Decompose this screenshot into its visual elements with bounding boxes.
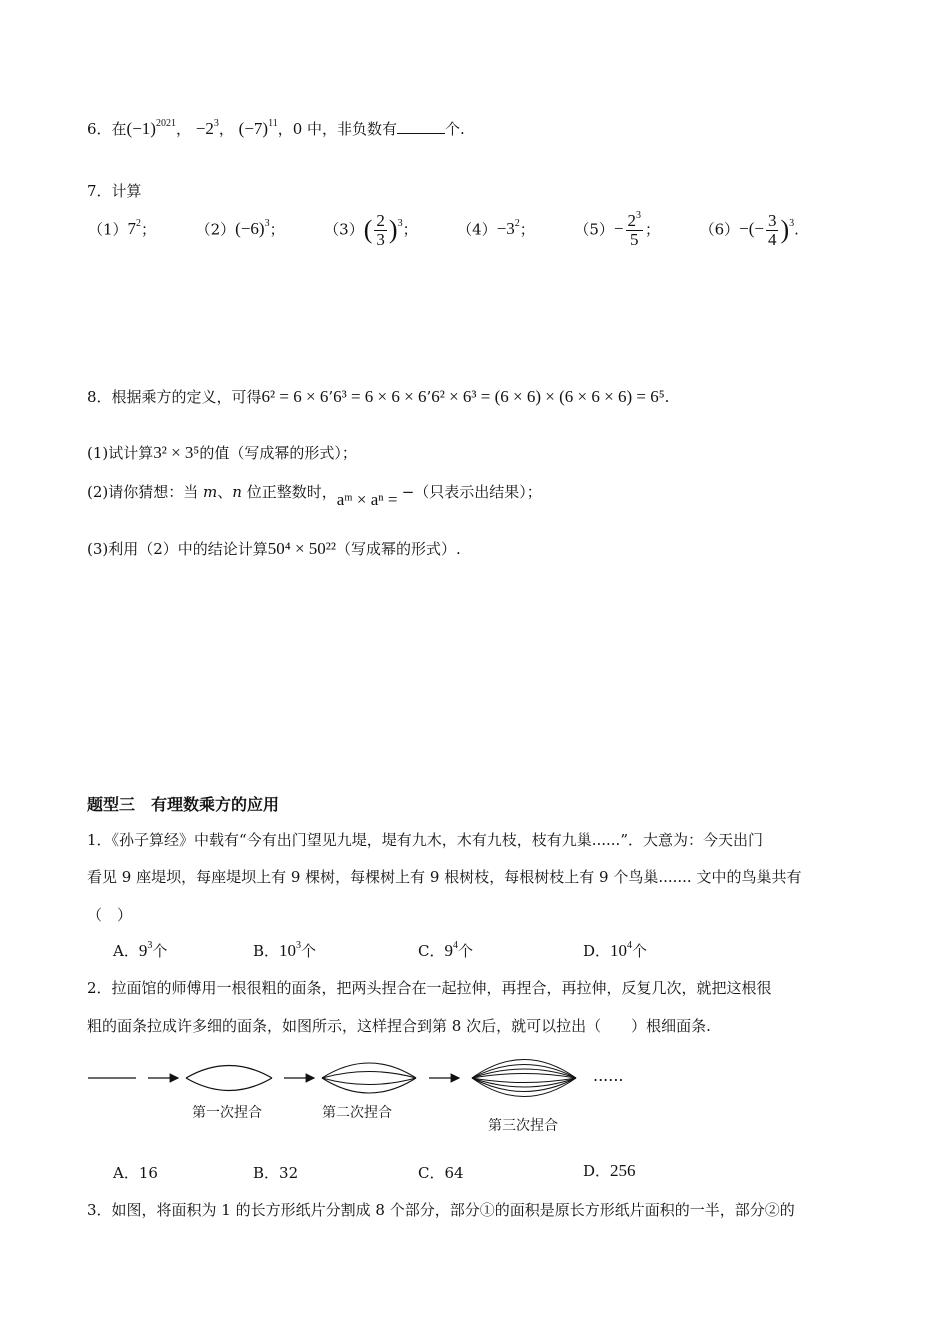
q8-sub3: (3)利用（2）中的结论计算50⁴ × 50²²（写成幂的形式）. — [87, 539, 461, 558]
q7-title: 7．计算 — [87, 182, 142, 200]
p1-line1: 1．《孙子算经》中载有“今有出门望见九堤，堤有九木，木有九枝，枝有九巢......”．大意为：今天出门 — [87, 831, 763, 849]
caption-first-fold: 第一次捏合 — [192, 1105, 262, 1121]
section-heading: 题型三 有理数乘方的应用 — [87, 795, 280, 814]
first-fold-shape — [186, 1066, 272, 1091]
p1-line2: 看见 9 座堤坝，每座堤坝上有 9 棵树，每棵树上有 9 根树枝，每根树枝上有 9 个鸟巢....... 文中的鸟巢共有 — [87, 868, 802, 886]
diagram-dots: ...... — [593, 1066, 624, 1085]
p1-option-b[interactable]: B．$10^3$个 — [253, 940, 317, 960]
p1-option-a[interactable]: A．$9^3$个 — [113, 940, 168, 960]
p2-option-a[interactable]: A．16 — [113, 1164, 158, 1182]
q7-parts: $(1)7^2$； $(2)(-6)^3$； （3）( $\frac{2}{3}$ )$^3$； $(4)-3^2$； （5）− $\frac{2^3}{5}$ ； （6）−(− $\frac{3}{4}$ )$^3$. — [88, 210, 799, 249]
third-fold-shape — [472, 1060, 576, 1097]
p1-option-d[interactable]: D．$10^4$个 — [583, 940, 648, 960]
p2-option-d[interactable]: D．256 — [583, 1161, 636, 1180]
q8-sub1: (1)试计算3² × 3⁵的值（写成幂的形式）； — [87, 443, 357, 462]
p3-line1: 3．如图，将面积为 1 的长方形纸片分割成 8 个部分，部分①的面积是原长方形纸片面积的一半，部分②的 — [87, 1201, 795, 1219]
q6-line: 6．在$(-1)^{2021}$， $-2^3$， $(-7)^{11}$，0 中，非负数有 个. — [87, 118, 465, 138]
p1-line3: （ ） — [87, 906, 133, 924]
q6-item1: $(-1)^{2021}$ — [126, 118, 176, 138]
p2-line2: 粗的面条拉成许多细的面条，如图所示，这样捏合到第 8 次后，就可以拉出（ ）根细面条. — [87, 1017, 711, 1035]
q6-item2: $-2^3$ — [195, 118, 219, 138]
caption-third-fold: 第三次捏合 — [488, 1118, 558, 1134]
q8-sub2: (2)请你猜想：当 m、n 位正整数时，aᵐ × aⁿ = −（只表示出结果）； — [87, 483, 542, 509]
answer-blank[interactable] — [397, 121, 445, 134]
second-fold-shape — [322, 1063, 416, 1093]
p2-line1: 2．拉面馆的师傅用一根很粗的面条，把两头捏合在一起拉伸，再捏合，再拉伸，反复几次，就把这根很 — [87, 979, 772, 997]
p2-option-c[interactable]: C．64 — [418, 1164, 464, 1182]
caption-second-fold: 第二次捏合 — [322, 1105, 392, 1121]
p1-option-c[interactable]: C．$9^4$个 — [418, 940, 473, 960]
q6-item3: $(-7)^{11}$ — [238, 118, 278, 138]
q8-intro: 8．根据乘方的定义，可得6² = 6 × 6’6³ = 6 × 6 × 6’6² × 6³ = (6 × 6) × (6 × 6 × 6) = 6⁵. — [87, 387, 670, 406]
p2-option-b[interactable]: B．32 — [253, 1164, 299, 1182]
